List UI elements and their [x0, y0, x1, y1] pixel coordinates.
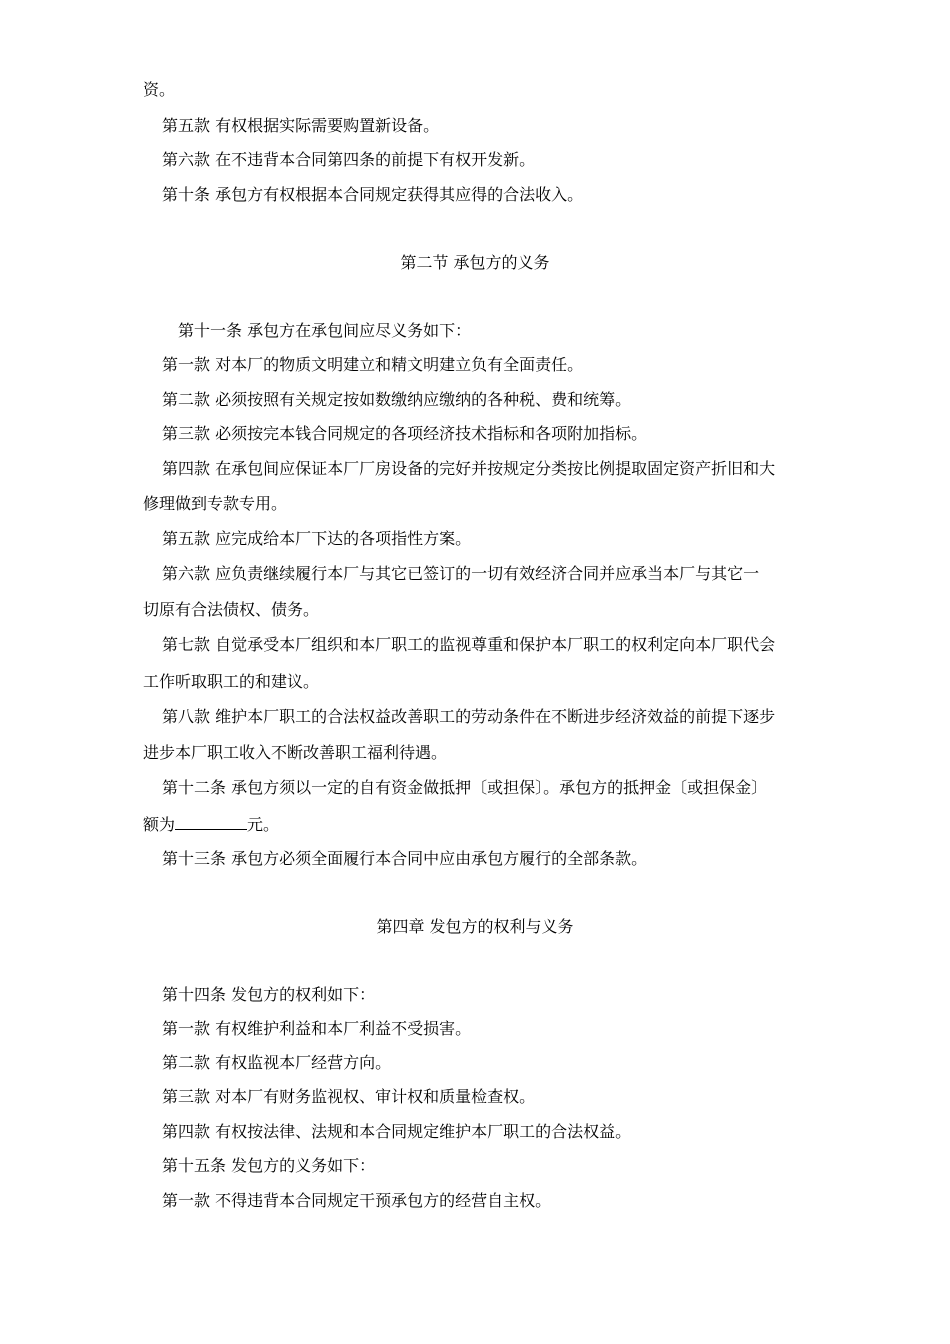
paragraph-line: 第八款 维护本厂职工的合法权益改善职工的劳动条件在不断进步经济效益的前提下逐步: [162, 707, 776, 726]
paragraph-line: 第十二条 承包方须以一定的自有资金做抵押〔或担保〕。承包方的抵押金〔或担保金〕: [162, 778, 768, 797]
paragraph-line: 第六款 应负责继续履行本厂与其它已签订的一切有效经济合同并应承当本厂与其它一: [162, 564, 760, 583]
paragraph-line: 第六款 在不违背本合同第四条的前提下有权开发新。: [162, 150, 536, 169]
paragraph-line: 第三款 必须按完本钱合同规定的各项经济技术指标和各项附加指标。: [162, 424, 648, 443]
paragraph-line: 进步本厂职工收入不断改善职工福利待遇。: [143, 743, 448, 762]
section-heading: 第二节 承包方的义务: [400, 253, 550, 272]
paragraph-line: 第五款 应完成给本厂下达的各项指性方案。: [162, 529, 472, 548]
paragraph-line: 第七款 自觉承受本厂组织和本厂职工的监视尊重和保护本厂职工的权利定向本厂职代会: [162, 635, 776, 654]
deposit-amount-line: [143, 815, 279, 835]
deposit-prefix: 额为: [143, 815, 176, 834]
deposit-amount-blank: [175, 815, 247, 830]
paragraph-line: 第十三条 承包方必须全面履行本合同中应由承包方履行的全部条款。: [162, 849, 648, 868]
paragraph-line: 切原有合法债权、债务。: [143, 600, 320, 619]
paragraph-line: 第二款 有权监视本厂经营方向。: [162, 1053, 392, 1072]
paragraph-line: 第十四条 发包方的权利如下：: [162, 985, 376, 1004]
chapter-heading: 第四章 发包方的权利与义务: [376, 917, 574, 936]
paragraph-line: 第一款 不得违背本合同规定干预承包方的经营自主权。: [162, 1191, 552, 1210]
paragraph-line: 第四款 有权按法律、法规和本合同规定维护本厂职工的合法权益。: [162, 1122, 632, 1141]
paragraph-line: 第十一条 承包方在承包间应尽义务如下：: [178, 321, 472, 340]
deposit-suffix: 元。: [247, 815, 280, 834]
paragraph-line: 工作听取职工的和建议。: [143, 672, 320, 691]
paragraph-line: 第三款 对本厂有财务监视权、审计权和质量检查权。: [162, 1087, 536, 1106]
paragraph-line: 第二款 必须按照有关规定按如数缴纳应缴纳的各种税、费和统筹。: [162, 390, 632, 409]
paragraph-line: 第十五条 发包方的义务如下：: [162, 1156, 376, 1175]
paragraph-line: 第一款 对本厂的物质文明建立和精文明建立负有全面责任。: [162, 355, 584, 374]
paragraph-line: 第十条 承包方有权根据本合同规定获得其应得的合法收入。: [162, 185, 584, 204]
paragraph-line: 第四款 在承包间应保证本厂厂房设备的完好并按规定分类按比例提取固定资产折旧和大: [162, 459, 776, 478]
paragraph-line: 第一款 有权维护利益和本厂利益不受损害。: [162, 1019, 472, 1038]
paragraph-line: 资。: [143, 80, 176, 99]
paragraph-line: 第五款 有权根据实际需要购置新设备。: [162, 116, 440, 135]
paragraph-line: 修理做到专款专用。: [143, 494, 288, 513]
